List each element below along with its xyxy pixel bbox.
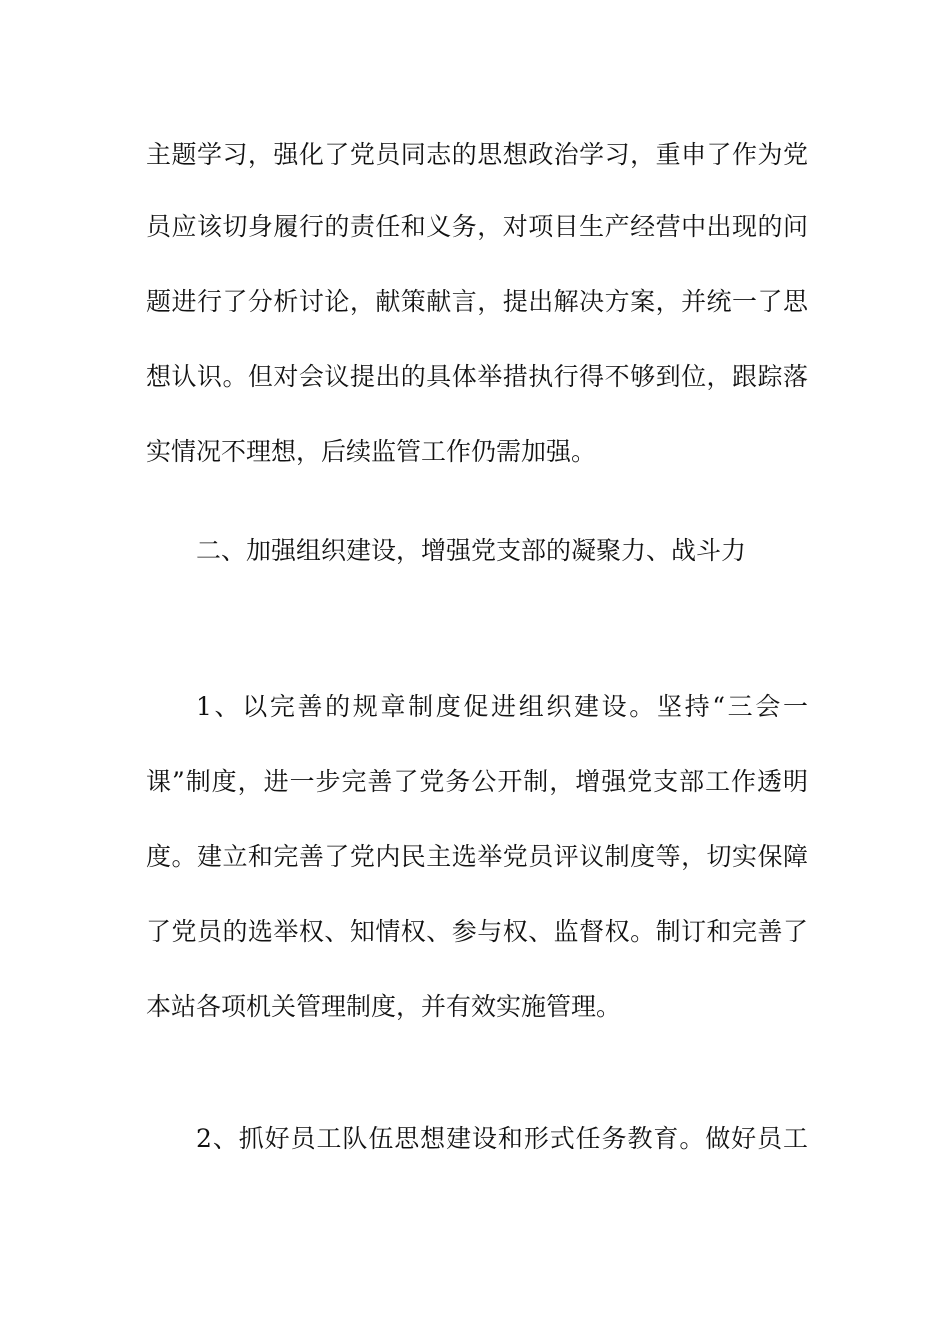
paragraph-3-line-1: 2、抓好员工队伍思想建设和形式任务教育。做好员工 xyxy=(196,1124,808,1153)
paragraph-1-line-5: 实情况不理想，后续监管工作仍需加强。 xyxy=(146,437,597,466)
paragraph-1-line-3: 题进行了分析讨论，献策献言，提出解决方案，并统一了思 xyxy=(146,287,808,316)
section-heading-2: 二、加强组织建设，增强党支部的凝聚力、战斗力 xyxy=(196,536,747,565)
paragraph-2-line-1: 1、以完善的规章制度促进组织建设。坚持“三会一 xyxy=(196,692,808,721)
paragraph-2-line-4: 了党员的选举权、知情权、参与权、监督权。制订和完善了 xyxy=(146,917,808,946)
paragraph-1-line-2: 员应该切身履行的责任和义务，对项目生产经营中出现的问 xyxy=(146,212,808,241)
paragraph-2-line-5: 本站各项机关管理制度，并有效实施管理。 xyxy=(146,992,622,1021)
paragraph-1-line-4: 想认识。但对会议提出的具体举措执行得不够到位，跟踪落 xyxy=(146,362,808,391)
paragraph-2-line-3: 度。建立和完善了党内民主选举党员评议制度等，切实保障 xyxy=(146,842,808,871)
paragraph-2-line-2: 课”制度，进一步完善了党务公开制，增强党支部工作透明 xyxy=(146,767,808,796)
paragraph-1-line-1: 主题学习，强化了党员同志的思想政治学习，重申了作为党 xyxy=(146,140,808,169)
